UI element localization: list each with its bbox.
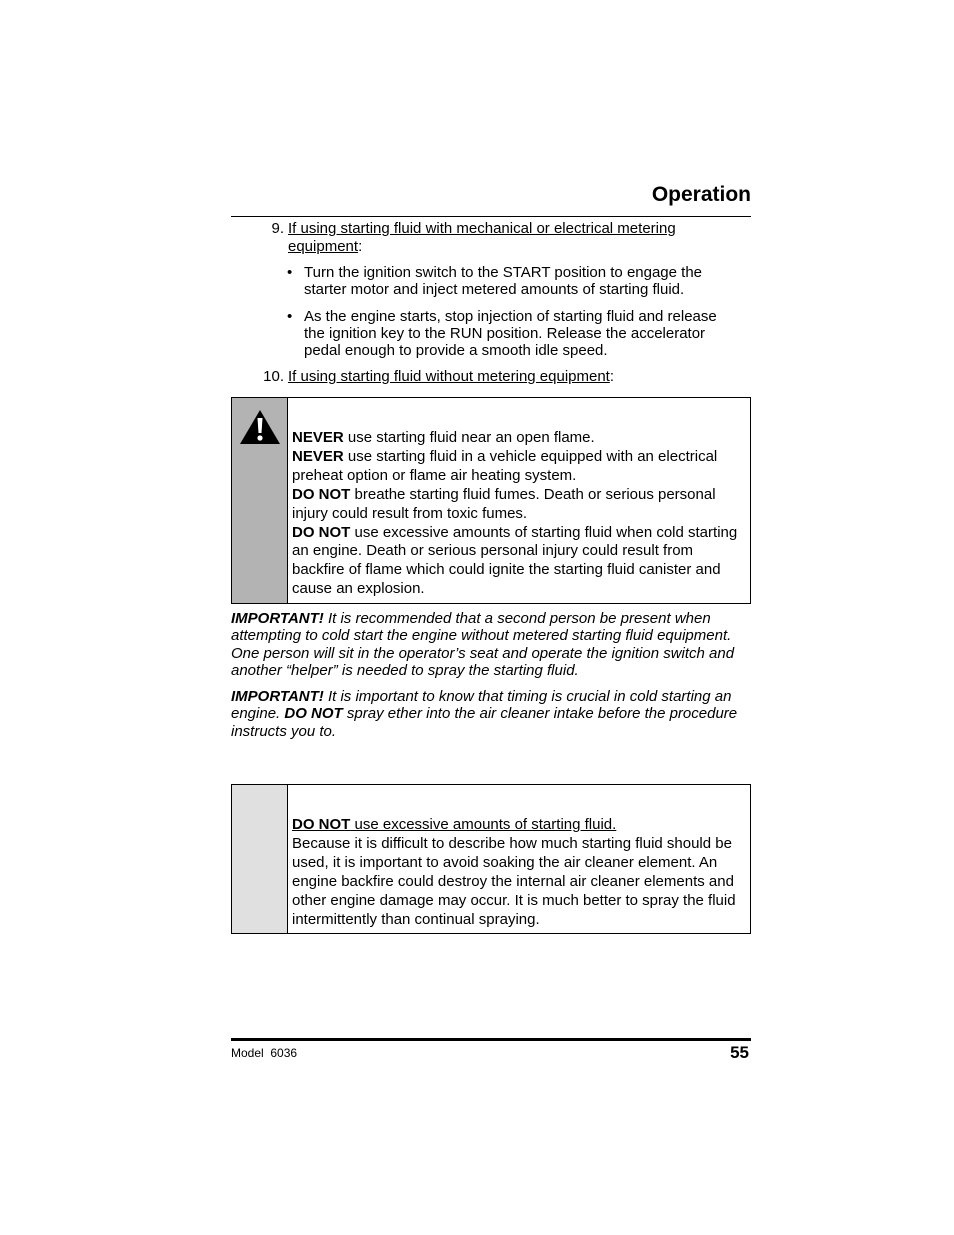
step-heading: If using starting fluid without metering equipment: [288, 368, 610, 385]
step-heading: If using starting fluid with mechanical or electrical metering equipment: [288, 220, 676, 255]
warning-line-text: use starting fluid in a vehicle equipped with an electrical preheat option or flame air heating system.: [292, 447, 718, 484]
step-number: 9.: [271, 220, 284, 237]
warning-sidebar: [232, 398, 288, 603]
important-keyword: DO NOT: [284, 705, 343, 723]
important-text: It is important to know that timing is crucial in cold starting an engine.: [231, 688, 732, 723]
caution-sidebar: [232, 785, 288, 933]
footer-model: Model 6036: [231, 1046, 298, 1060]
warning-keyword: DO NOT: [292, 523, 351, 541]
important-note-2: [231, 688, 751, 740]
bullet-icon: •: [287, 264, 293, 281]
warning-line: [292, 429, 744, 448]
warning-keyword: DO NOT: [292, 485, 351, 503]
warning-keyword: NEVER: [292, 429, 344, 446]
warning-line: [292, 524, 744, 600]
page-number: 55: [730, 1043, 749, 1062]
warning-line-text: breathe starting fluid fumes. Death or serious personal injury could result from toxic fumes.: [292, 485, 716, 522]
caution-heading-text: use excessive amounts of starting fluid.: [350, 816, 617, 833]
important-text: It is recommended that a second person be present when attempting to cold start the engine without metered starting fluid equipment. One person will sit in the operator’s seat and operate the ignition switch and another “helper” is needed to spray the starting fluid.: [231, 610, 735, 679]
warning-text: [292, 429, 744, 599]
warning-line: [292, 486, 744, 524]
caution-text: [292, 816, 744, 929]
warning-triangle-icon: [239, 409, 281, 445]
bullet-icon: •: [287, 308, 293, 325]
important-label: IMPORTANT!: [231, 610, 324, 627]
list-item-text: As the engine starts, stop injection of starting fluid and release the ignition key to the RUN position. Release the accelerator pedal enough to provide a smooth idle speed.: [304, 308, 717, 359]
caution-keyword: DO NOT: [292, 816, 351, 833]
caution-heading: [292, 816, 744, 835]
page-title: Operation: [651, 183, 751, 206]
step-suffix: :: [358, 238, 363, 255]
important-text: spray ether into the air cleaner intake before the procedure instructs you to.: [231, 705, 738, 740]
header-divider: [231, 216, 751, 217]
warning-line: [292, 448, 744, 486]
important-note-1: [231, 610, 751, 679]
caution-body: Because it is difficult to describe how much starting fluid should be used, it is important to avoid soaking the air cleaner element. An engine backfire could destroy the internal air cleaner elements and other engine damage may occur. It is much better to spray the fluid intermittently than continual spraying.: [292, 834, 736, 928]
list-item-text: Turn the ignition switch to the START position to engage the starter motor and inject metered amounts of starting fluid.: [304, 264, 703, 298]
warning-line-text: use excessive amounts of starting fluid when cold starting an engine. Death or serious personal injury could result from backfire of flame which could ignite the starting fluid canister and cause an explosion.: [292, 523, 738, 598]
step-suffix: :: [609, 368, 615, 385]
step-text: [288, 220, 743, 256]
caution-callout: [231, 784, 751, 934]
step-text: [288, 368, 743, 386]
warning-callout: [231, 397, 751, 604]
important-label: IMPORTANT!: [231, 688, 324, 705]
footer-divider: [231, 1038, 751, 1041]
warning-keyword: NEVER: [292, 447, 344, 465]
warning-line-text: use starting fluid near an open flame.: [343, 429, 595, 446]
step-number: 10.: [263, 368, 284, 385]
